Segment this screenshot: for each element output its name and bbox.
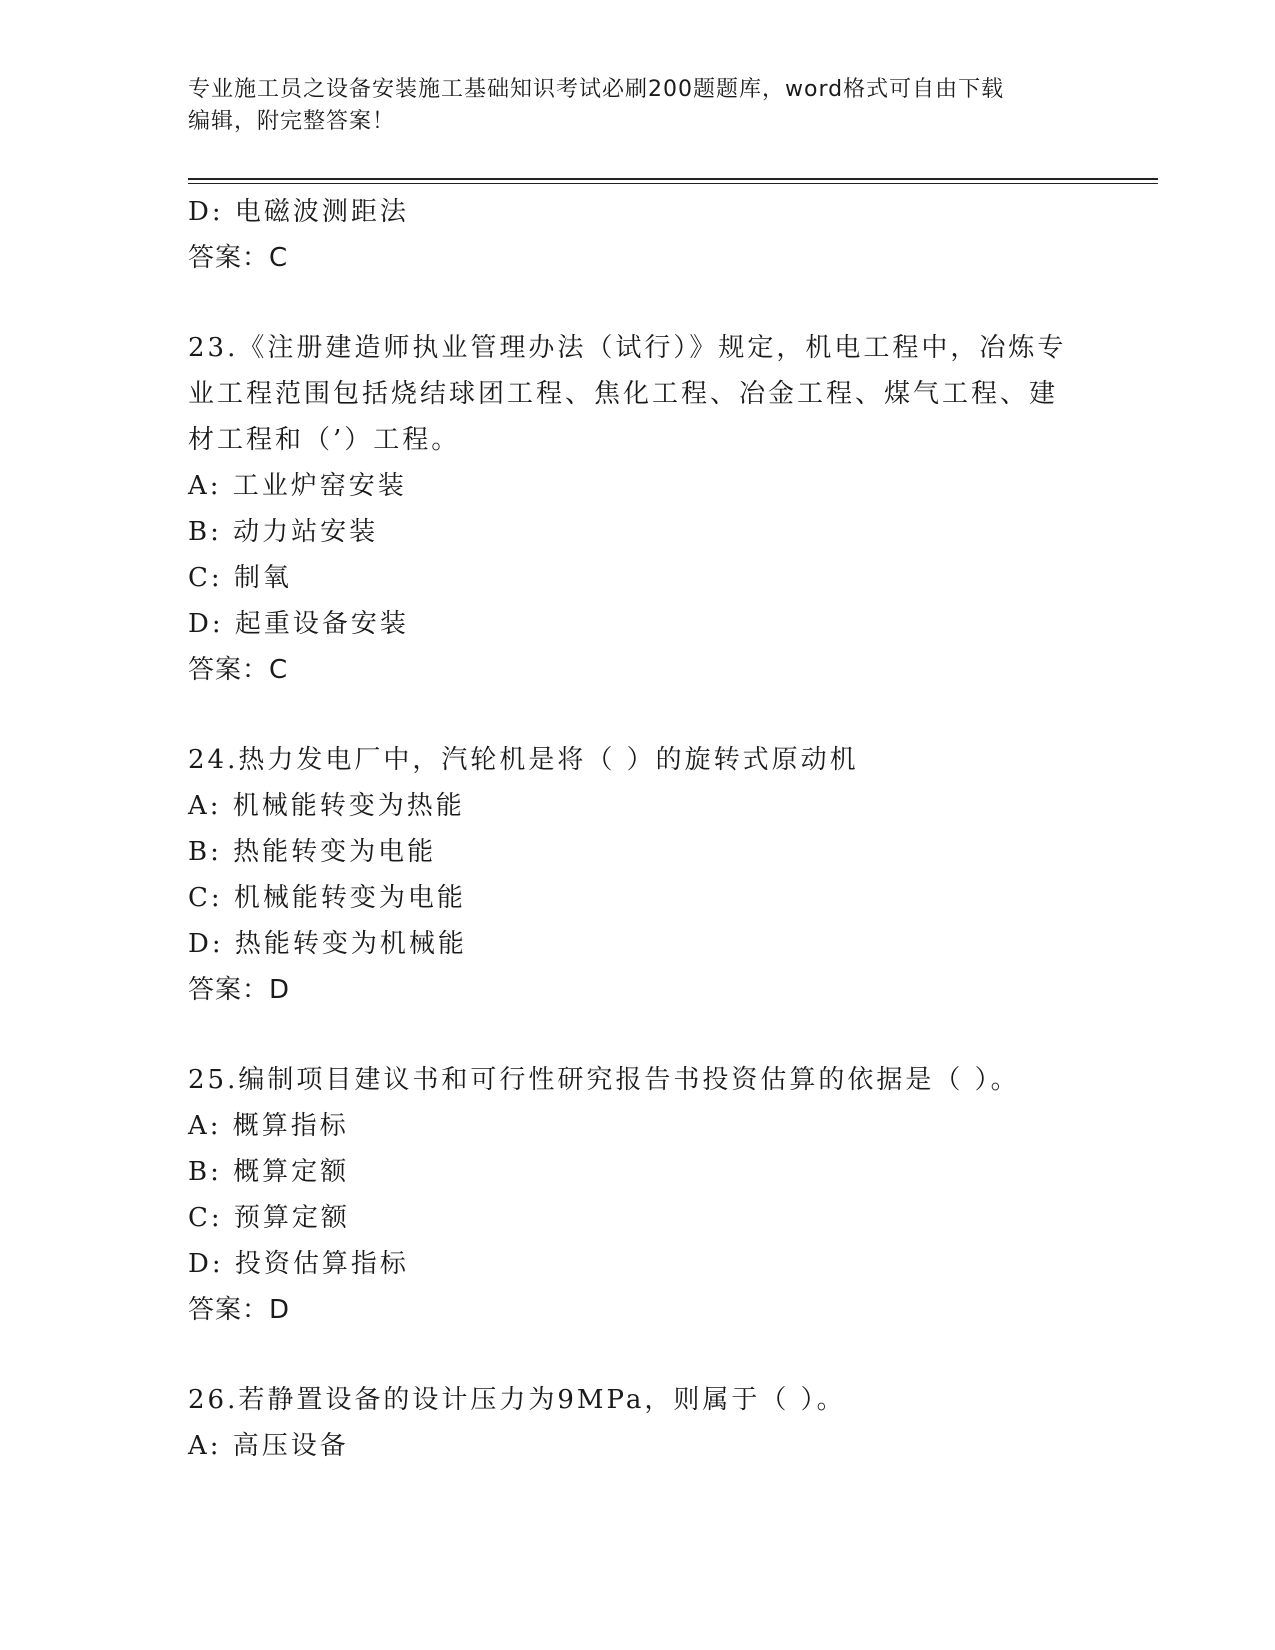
- option-b: B: 热能转变为电能: [188, 837, 437, 867]
- option-b: B: 动力站安装: [188, 517, 379, 547]
- question-block: [188, 325, 1088, 693]
- option-a: A: 工业炉窑安装: [188, 471, 407, 501]
- stem-line: 业工程范围包括烧结球团工程、焦化工程、冶金工程、煤气工程、建: [188, 379, 1059, 409]
- question-block: [188, 1377, 1088, 1469]
- question-list: [188, 189, 1088, 1469]
- header-divider-thick: [188, 178, 1158, 180]
- answer-line: 答案：D: [188, 1295, 291, 1325]
- option-c: C: 预算定额: [188, 1203, 350, 1233]
- option-a: A: 概算指标: [188, 1111, 349, 1141]
- header-line-2: 编辑，附完整答案！: [188, 109, 396, 134]
- option-a: A: 机械能转变为热能: [188, 791, 465, 821]
- option-c: C: 机械能转变为电能: [188, 883, 466, 913]
- question-block: [188, 1057, 1088, 1333]
- option-b: B: 概算定额: [188, 1157, 350, 1187]
- question-stem: [188, 325, 1088, 463]
- stem-line: 材工程和（’）工程。: [188, 425, 461, 455]
- question-stem: 25.编制项目建议书和可行性研究报告书投资估算的依据是（ ）。: [188, 1065, 1020, 1095]
- option-a: A: 高压设备: [188, 1431, 349, 1461]
- question-stem: 26.若静置设备的设计压力为9MPa，则属于（ ）。: [188, 1385, 846, 1415]
- question-block: [188, 189, 1088, 281]
- answer-line: 答案：C: [188, 655, 289, 685]
- option-d: D: 起重设备安装: [188, 609, 409, 639]
- header-line-1: 专业施工员之设备安装施工基础知识考试必刷200题题库，word格式可自由下载: [188, 77, 1005, 102]
- header-divider-thin: [188, 183, 1158, 184]
- option-c: C: 制氧: [188, 563, 292, 593]
- option-d: D: 热能转变为机械能: [188, 929, 467, 959]
- option-d: D: 电磁波测距法: [188, 197, 409, 227]
- stem-line: 23.《注册建造师执业管理办法（试行）》规定，机电工程中，冶炼专: [188, 333, 1067, 363]
- question-block: [188, 737, 1088, 1013]
- answer-line: 答案：D: [188, 975, 291, 1005]
- option-d: D: 投资估算指标: [188, 1249, 409, 1279]
- answer-line: 答案：C: [188, 243, 289, 273]
- document-header: [188, 74, 1088, 138]
- question-stem: 24.热力发电厂中，汽轮机是将（ ）的旋转式原动机: [188, 745, 859, 775]
